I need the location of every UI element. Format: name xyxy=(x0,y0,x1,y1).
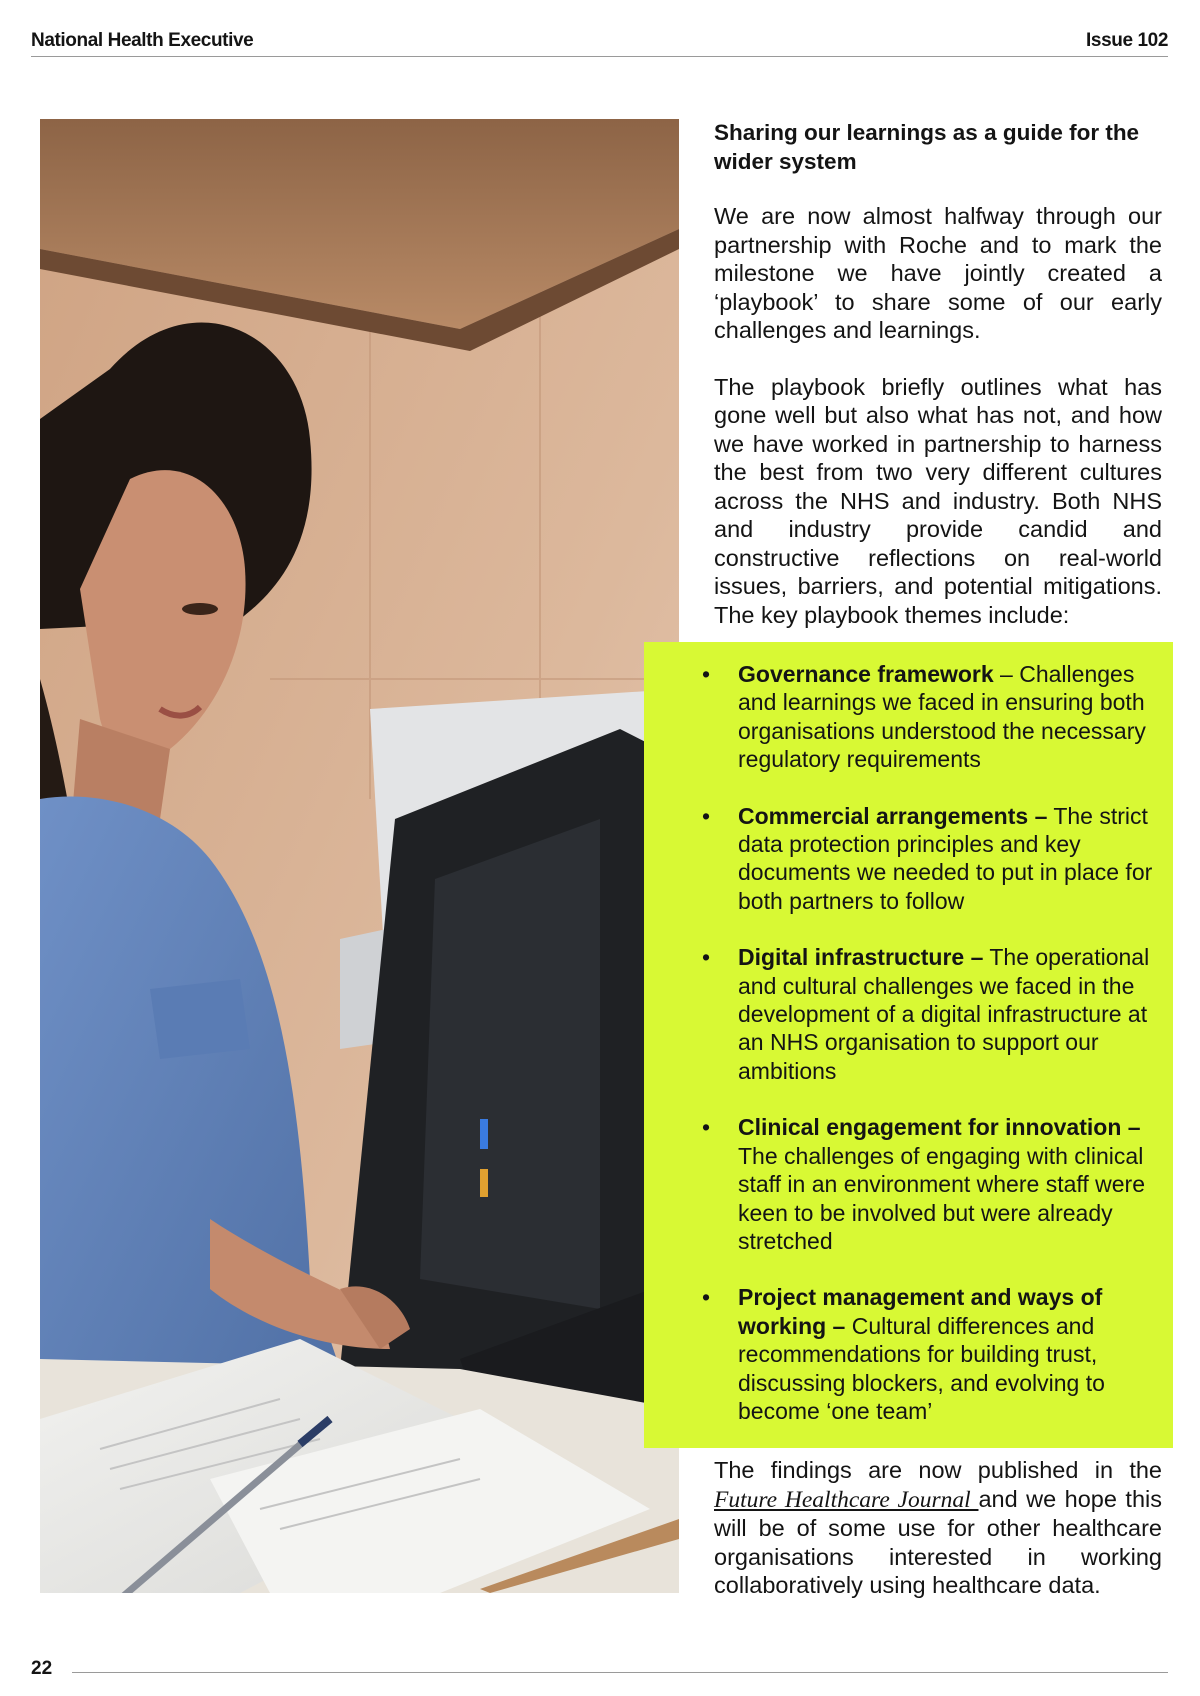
list-item xyxy=(702,1283,1157,1425)
theme-title: Digital infrastructure – xyxy=(738,944,984,971)
article-paragraph: The playbook briefly outlines what has gone well but also what has not, and how we have worked in partnership to harness the best from two very different cultures across the NHS and industry. Both NHS and industry provide candid and constructive reflections on real-world issues, barriers, and potential mitigations. The key playbook themes include: xyxy=(714,373,1162,628)
theme-title: Project management and ways of working – xyxy=(738,1284,1103,1339)
list-item xyxy=(702,660,1157,774)
nurse-at-computer-photo xyxy=(40,119,679,1593)
bullet-icon: • xyxy=(702,944,711,971)
page-header xyxy=(31,28,1168,57)
bullet-icon: • xyxy=(702,1114,711,1141)
journal-link[interactable]: Future Healthcare Journal xyxy=(714,1486,979,1513)
theme-text: The challenges of engaging with clinical staff in an environment where staff were keen to be involved but were already stretched xyxy=(738,1142,1145,1254)
theme-text: The strict data protection principles and key documents we needed to put in place for both partners to follow xyxy=(738,802,1153,914)
footer-divider xyxy=(72,1672,1168,1673)
themes-list xyxy=(702,660,1157,1453)
page-number: 22 xyxy=(31,1658,53,1679)
list-item xyxy=(702,802,1157,916)
theme-title: Governance framework xyxy=(738,661,994,687)
findings-paragraph xyxy=(714,1456,1162,1600)
article-body xyxy=(714,119,1162,657)
bullet-icon: • xyxy=(702,1284,711,1311)
bullet-icon: • xyxy=(702,661,711,687)
findings-text-after: and we hope this will be of some use for other healthcare organisations interested in working collaboratively using healthcare data. xyxy=(714,1485,1162,1598)
publication-name: National Health Executive xyxy=(31,30,254,51)
theme-title: Clinical engagement for innovation – xyxy=(738,1114,1141,1141)
issue-number: Issue 102 xyxy=(1086,30,1168,51)
theme-text: The operational and cultural challenges we faced in the development of a digital infrastructure at an NHS organisation to support our ambitions xyxy=(738,944,1150,1084)
bullet-icon: • xyxy=(702,802,711,829)
list-item xyxy=(702,943,1157,1085)
list-item xyxy=(702,1113,1157,1255)
theme-text: – Challenges and learnings we faced in ensuring both organisations understood the necessary regulatory requirements xyxy=(738,661,1146,773)
theme-text: Cultural differences and recommendations for building trust, discussing blockers, and evolving to become ‘one team’ xyxy=(738,1312,1105,1424)
themes-highlight-box xyxy=(644,642,1173,1448)
findings-text-before: The findings are now published in the xyxy=(714,1457,1162,1483)
article-heading: Sharing our learnings as a guide for the wider system xyxy=(714,120,1140,174)
theme-title: Commercial arrangements – xyxy=(738,802,1048,829)
article-paragraph: We are now almost halfway through our partnership with Roche and to mark the milestone we have jointly created a ‘playbook’ to share some of our early challenges and learnings. xyxy=(714,203,1162,343)
